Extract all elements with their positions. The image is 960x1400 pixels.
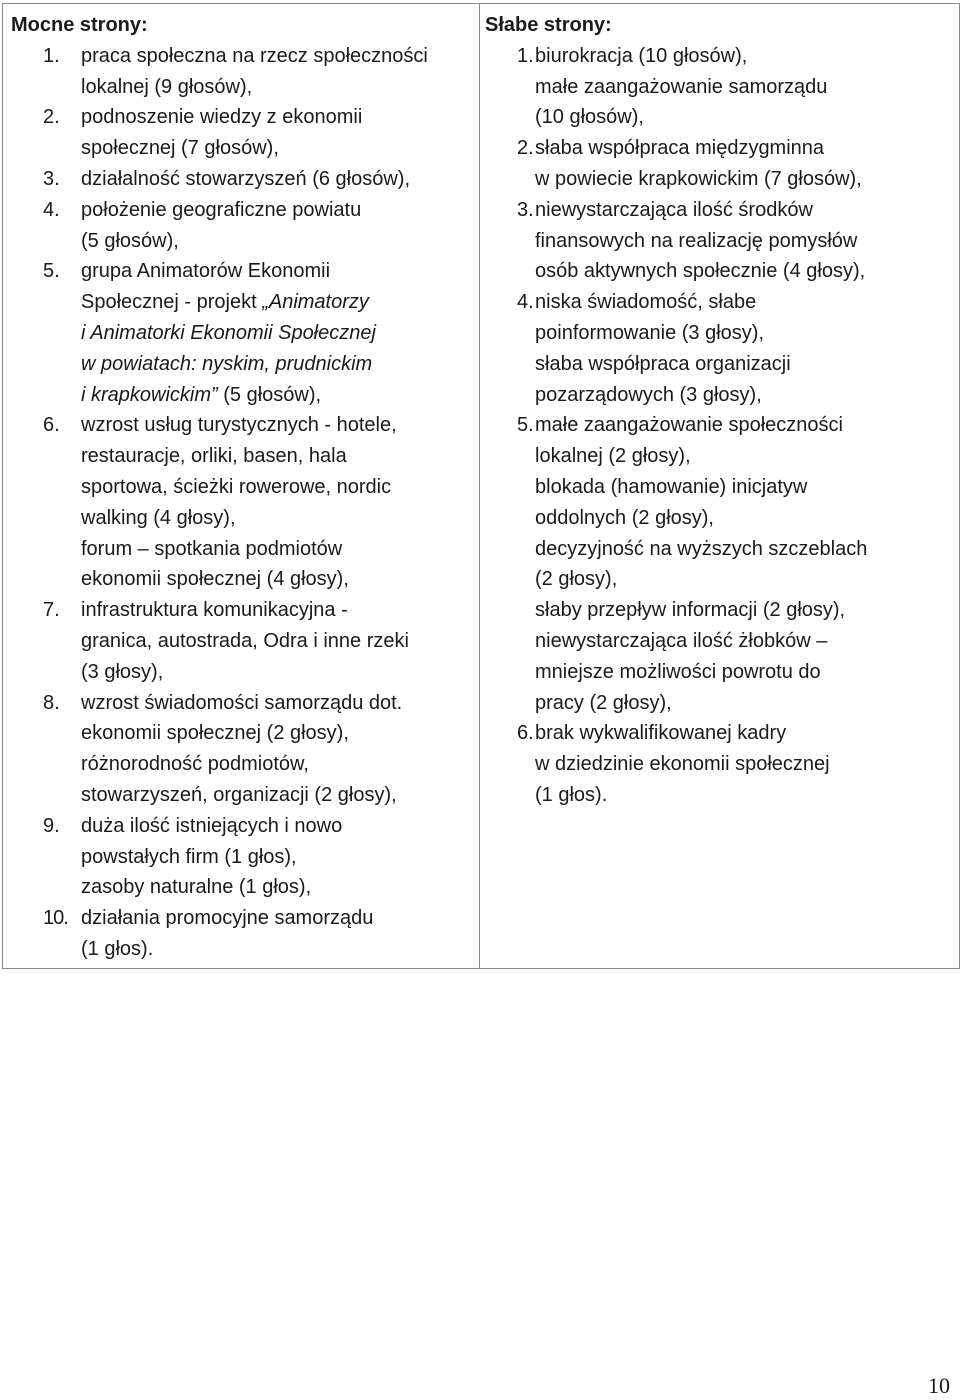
item-line: (1 głos). xyxy=(81,937,154,960)
strengths-heading: Mocne strony: xyxy=(11,14,148,36)
weaknesses-cell xyxy=(480,4,960,969)
item-line: działalność stowarzyszeń (6 głosów), xyxy=(81,167,411,190)
item-line: lokalnej (2 głosy), xyxy=(535,445,691,468)
item-number: 10. xyxy=(43,907,68,930)
item-line: (1 głos). xyxy=(535,783,608,806)
item-line: podnoszenie wiedzy z ekonomii xyxy=(81,106,363,129)
item-number: 4. xyxy=(43,198,60,221)
item-text-regular: Społecznej - projekt xyxy=(81,291,263,314)
item-number: 9. xyxy=(43,814,60,837)
item-text-italic: „Animatorzy xyxy=(262,291,369,314)
item-line: oddolnych (2 głosy), xyxy=(535,506,714,529)
item-line: poinformowanie (3 głosy), xyxy=(535,321,764,344)
item-line: małe zaangażowanie samorządu xyxy=(535,75,828,98)
item-line: (10 głosów), xyxy=(535,106,644,129)
item-line: walking (4 głosy), xyxy=(81,506,236,529)
item-line: powstałych firm (1 głos), xyxy=(81,845,297,868)
item-line: w dziedzinie ekonomii społecznej xyxy=(535,753,830,776)
item-line: wzrost świadomości samorządu dot. xyxy=(81,691,403,714)
item-line: brak wykwalifikowanej kadry xyxy=(535,722,787,745)
item-line: blokada (hamowanie) inicjatyw xyxy=(535,475,808,498)
item-number: 2. xyxy=(517,137,534,160)
list-item xyxy=(485,133,953,195)
list-item xyxy=(11,164,473,195)
item-line: (5 głosów), xyxy=(81,229,179,252)
item-line: w powiecie krapkowickim (7 głosów), xyxy=(535,167,862,190)
list-item xyxy=(11,595,473,687)
list-item xyxy=(11,256,473,410)
weaknesses-list xyxy=(485,41,953,811)
list-item xyxy=(11,102,473,164)
item-line: sportowa, ścieżki rowerowe, nordic xyxy=(81,475,392,498)
item-number: 5. xyxy=(43,260,60,283)
item-line: ekonomii społecznej (4 głosy), xyxy=(81,568,349,591)
item-line: różnorodność podmiotów, xyxy=(81,753,309,776)
item-line: infrastruktura komunikacyjna - xyxy=(81,599,348,622)
item-line: lokalnej (9 głosów), xyxy=(81,75,253,98)
list-item xyxy=(485,287,953,410)
item-line: wzrost usług turystycznych - hotele, xyxy=(81,414,397,437)
item-line: i Animatorki Ekonomii Społecznej xyxy=(81,321,376,344)
page-number: 10 xyxy=(928,1373,950,1398)
item-line: działania promocyjne samorządu xyxy=(81,907,374,930)
list-item xyxy=(11,903,473,965)
item-line: (2 głosy), xyxy=(535,568,618,591)
list-item xyxy=(485,195,953,287)
item-line: forum – spotkania podmiotów xyxy=(81,537,343,560)
item-line xyxy=(81,380,473,411)
item-line: pracy (2 głosy), xyxy=(535,691,672,714)
item-number: 2. xyxy=(43,106,60,129)
list-item xyxy=(11,41,473,103)
item-number: 4. xyxy=(517,291,534,314)
list-item xyxy=(11,688,473,811)
item-line: słaba współpraca organizacji xyxy=(535,352,791,375)
list-item xyxy=(11,195,473,257)
list-item xyxy=(11,811,473,903)
item-number: 8. xyxy=(43,691,60,714)
item-line: położenie geograficzne powiatu xyxy=(81,198,362,221)
list-item xyxy=(485,718,953,810)
item-line: pozarządowych (3 głosy), xyxy=(535,383,762,406)
list-item xyxy=(11,410,473,595)
item-line: społecznej (7 głosów), xyxy=(81,137,279,160)
item-text-italic: i krapkowickim” xyxy=(81,383,218,406)
item-line: biurokracja (10 głosów), xyxy=(535,44,748,67)
list-item xyxy=(485,41,953,133)
item-line: zasoby naturalne (1 głos), xyxy=(81,876,312,899)
item-line: osób aktywnych społecznie (4 głosy), xyxy=(535,260,866,283)
item-line: niewystarczająca ilość żłobków – xyxy=(535,629,828,652)
strengths-list xyxy=(11,41,473,965)
item-line: praca społeczna na rzecz społeczności xyxy=(81,44,428,67)
item-line: duża ilość istniejących i nowo xyxy=(81,814,343,837)
item-number: 6. xyxy=(43,414,60,437)
item-line: granica, autostrada, Odra i inne rzeki xyxy=(81,629,409,652)
list-item xyxy=(485,410,953,718)
item-line: grupa Animatorów Ekonomii xyxy=(81,260,331,283)
item-line: w powiatach: nyskim, prudnickim xyxy=(81,352,373,375)
weaknesses-heading: Słabe strony: xyxy=(485,14,612,36)
item-number: 3. xyxy=(517,198,534,221)
item-line: niewystarczająca ilość środków xyxy=(535,198,813,221)
swot-table xyxy=(2,3,960,969)
item-line: restauracje, orliki, basen, hala xyxy=(81,445,347,468)
item-line: mniejsze możliwości powrotu do xyxy=(535,660,821,683)
item-line xyxy=(81,287,473,318)
item-line: małe zaangażowanie społeczności xyxy=(535,414,843,437)
item-text-regular: (5 głosów), xyxy=(217,383,322,406)
strengths-cell xyxy=(3,4,480,969)
item-line: decyzyjność na wyższych szczeblach xyxy=(535,537,868,560)
item-line: ekonomii społecznej (2 głosy), xyxy=(81,722,349,745)
item-number: 6. xyxy=(517,722,534,745)
item-number: 7. xyxy=(43,599,60,622)
item-number: 3. xyxy=(43,167,60,190)
item-number: 1. xyxy=(43,44,60,67)
item-number: 1. xyxy=(517,44,534,67)
item-line: słaby przepływ informacji (2 głosy), xyxy=(535,599,846,622)
item-line: słaba współpraca międzygminna xyxy=(535,137,825,160)
item-number: 5. xyxy=(517,414,534,437)
item-line: niska świadomość, słabe xyxy=(535,291,757,314)
item-line: finansowych na realizację pomysłów xyxy=(535,229,858,252)
item-line: (3 głosy), xyxy=(81,660,164,683)
item-line: stowarzyszeń, organizacji (2 głosy), xyxy=(81,783,397,806)
